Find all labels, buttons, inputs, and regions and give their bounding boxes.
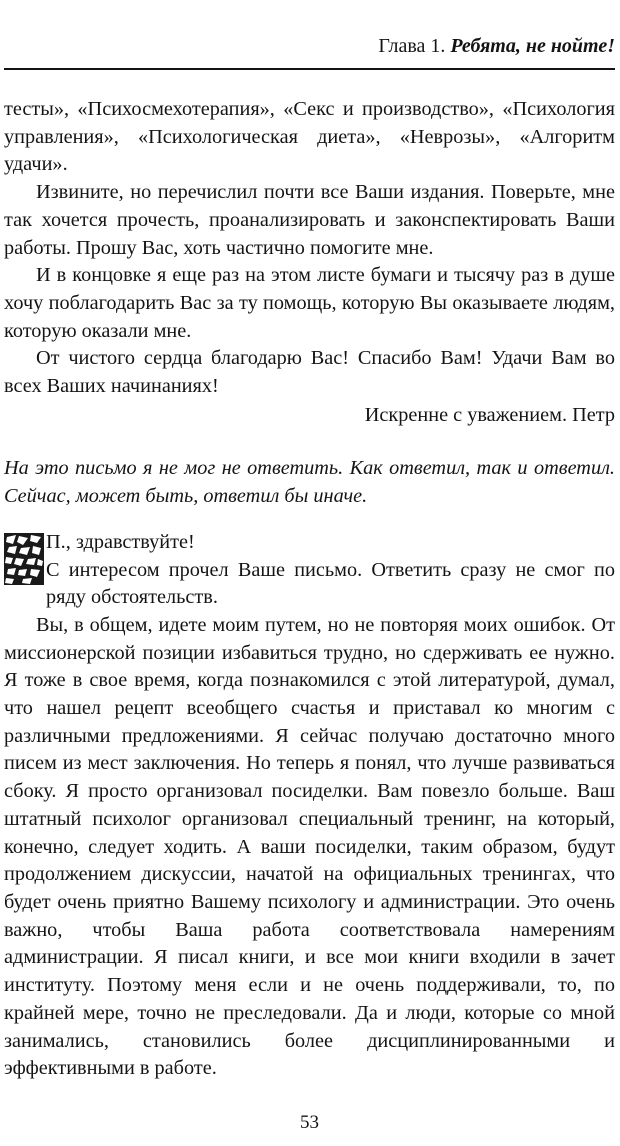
reply-greeting: П., здравствуйте!	[46, 530, 195, 553]
paragraph-list-continuation: тесты», «Психосмехотерапия», «Секс и производство», «Психология управления», «Психологическая диета», «Неврозы», «Алгоритм удачи».	[4, 98, 615, 176]
running-head	[378, 34, 615, 58]
reply-paragraph-opening: С интересом прочел Ваше письмо. Ответить сразу не смог по ряду обстоятельств.	[46, 558, 615, 609]
book-page	[4, 0, 615, 1146]
reply-letter	[4, 529, 615, 1083]
paragraph-thanks: И в концовке я еще раз на этом листе бумаги и тысячу раз в душе хочу поблагодарить Вас за ту помощь, которую Вы оказываете людям, которую оказали мне.	[4, 264, 615, 342]
chapter-label: Глава 1.	[378, 35, 446, 57]
chapter-title: Ребята, не нойте!	[450, 35, 615, 57]
page-number: 53	[300, 1112, 319, 1133]
paragraph-apology: Извините, но перечислил почти все Ваши издания. Поверьте, мне так хочется прочесть, проанализировать и законспектировать Ваши работы. Прошу Вас, хоть частично помогите мне.	[4, 181, 615, 259]
author-comment: На это письмо я не мог не ответить. Как ответил, так и ответил. Сейчас, может быть, ответил бы иначе.	[4, 457, 615, 508]
decorative-initial-icon	[4, 533, 44, 585]
body-text	[4, 96, 615, 1083]
reply-paragraph-main: Вы, в общем, идете моим путем, но не повторяя моих ошибок. От миссионерской позиции избавиться трудно, но сдерживать ее нужно. Я тоже в свое время, когда познакомился с этой литературой, думал, что нашел рецепт всеобщего счастья и приставал ко многим с различными предложениями. Я сейчас получаю достаточно много писем из мест заключения. Но теперь я понял, что лучше развиваться сбоку. Я просто организовал посиделки. Вам повезло больше. Ваш штатный психолог организовал специальный тренинг, на который, конечно, следует ходить. А ваши посиделки, таким образом, будут продолжением дискуссии, начатой на официальных тренингах, что будет очень приятно Вашему психологу и администрации. Это очень важно, чтобы Ваша работа соответствовала намерениям администрации. Я писал книги, и все мои книги входили в зачет институту. Поэтому меня если и не очень поддерживали, то, по крайней мере, точно не преследовали. Да и люди, которые со мной занимались, становились более дисциплинированными и эффективными в работе.	[4, 613, 615, 1080]
header-rule	[4, 68, 615, 70]
letter-signature: Искренне с уважением. Петр	[364, 403, 615, 426]
paragraph-wishes: От чистого сердца благодарю Вас! Спасибо Вам! Удачи Вам во всех Ваших начинаниях!	[4, 347, 615, 398]
